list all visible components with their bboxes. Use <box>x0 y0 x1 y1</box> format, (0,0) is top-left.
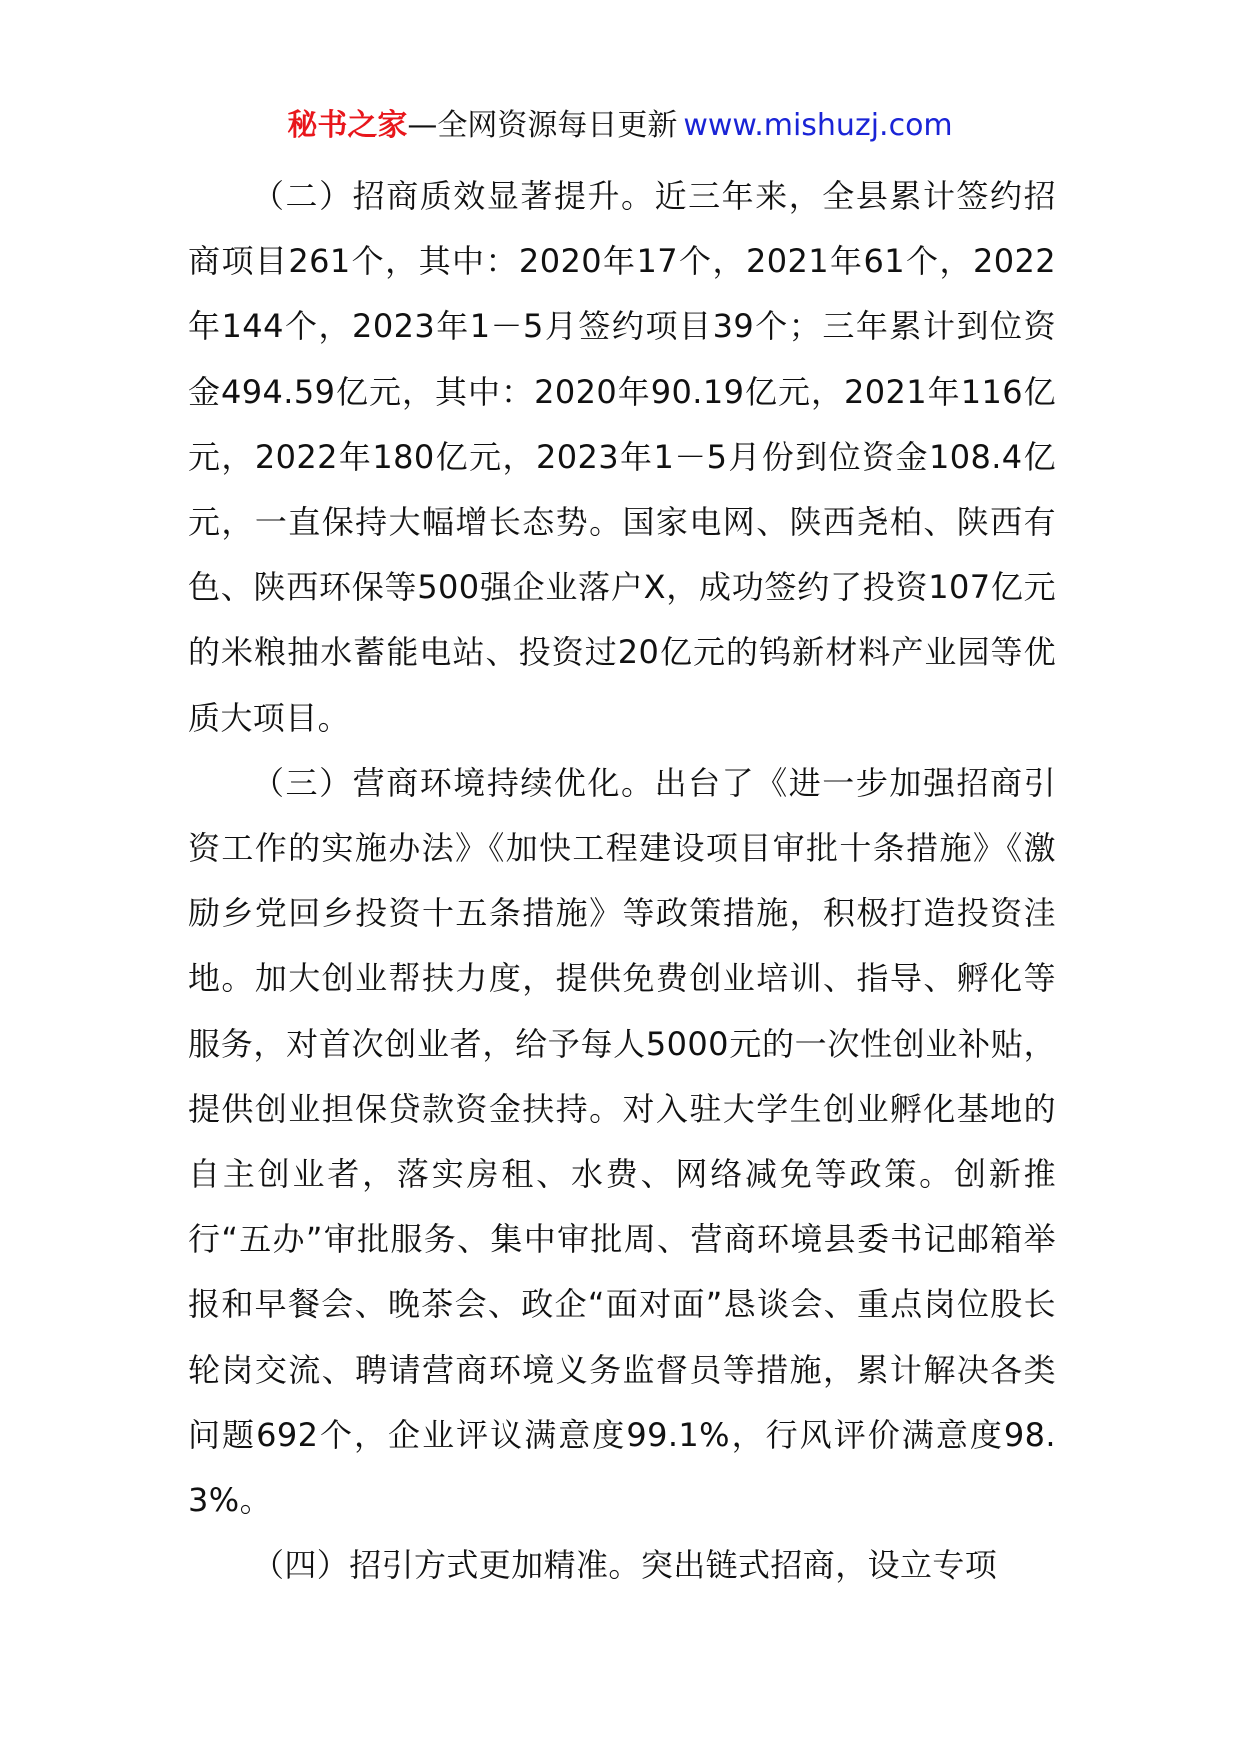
website-link[interactable]: www.mishuzj.com <box>683 108 953 143</box>
brand-name: 秘书之家 <box>287 108 408 143</box>
paragraph-investment-results: （二）招商质效显著提升。近三年来，全县累计签约招商项目261个，其中：2020年17个，2021年61个，2022年144个，2023年1－5月签约项目39个；三年累计到位资金494.59亿元，其中：2020年90.19亿元，2021年116亿元，2022年180亿元，2023年1－5月份到位资金108.4亿元，一直保持大幅增长态势。国家电网、陕西尧柏、陕西有色、陕西环保等500强企业落户X，成功签约了投资107亿元的米粮抽水蓄能电站、投资过20亿元的钨新材料产业园等优质大项目。 <box>188 177 1056 737</box>
header-slogan: —全网资源每日更新 <box>407 108 678 143</box>
paragraph-business-environment: （三）营商环境持续优化。出台了《进一步加强招商引资工作的实施办法》《加快工程建设项目审批十条措施》《激励乡党回乡投资十五条措施》等政策措施，积极打造投资洼地。加大创业帮扶力度，提供免费创业培训、指导、孵化等服务，对首次创业者，给予每人5000元的一次性创业补贴，提供创业担保贷款资金扶持。对入驻大学生创业孵化基地的自主创业者，落实房租、水费、网络减免等政策。创新推行“五办”审批服务、集中审批周、营商环境县委书记邮箱举报和早餐会、晚茶会、政企“面对面”恳谈会、重点岗位股长轮岗交流、聘请营商环境义务监督员等措施，累计解决各类问题692个，企业评议满意度99.1%，行风评价满意度98.3%。 <box>188 763 1056 1520</box>
page-header <box>0 104 1240 148</box>
document-body <box>188 164 1056 1598</box>
paragraph-investment-methods: （四）招引方式更加精准。突出链式招商，设立专项 <box>252 1546 998 1585</box>
